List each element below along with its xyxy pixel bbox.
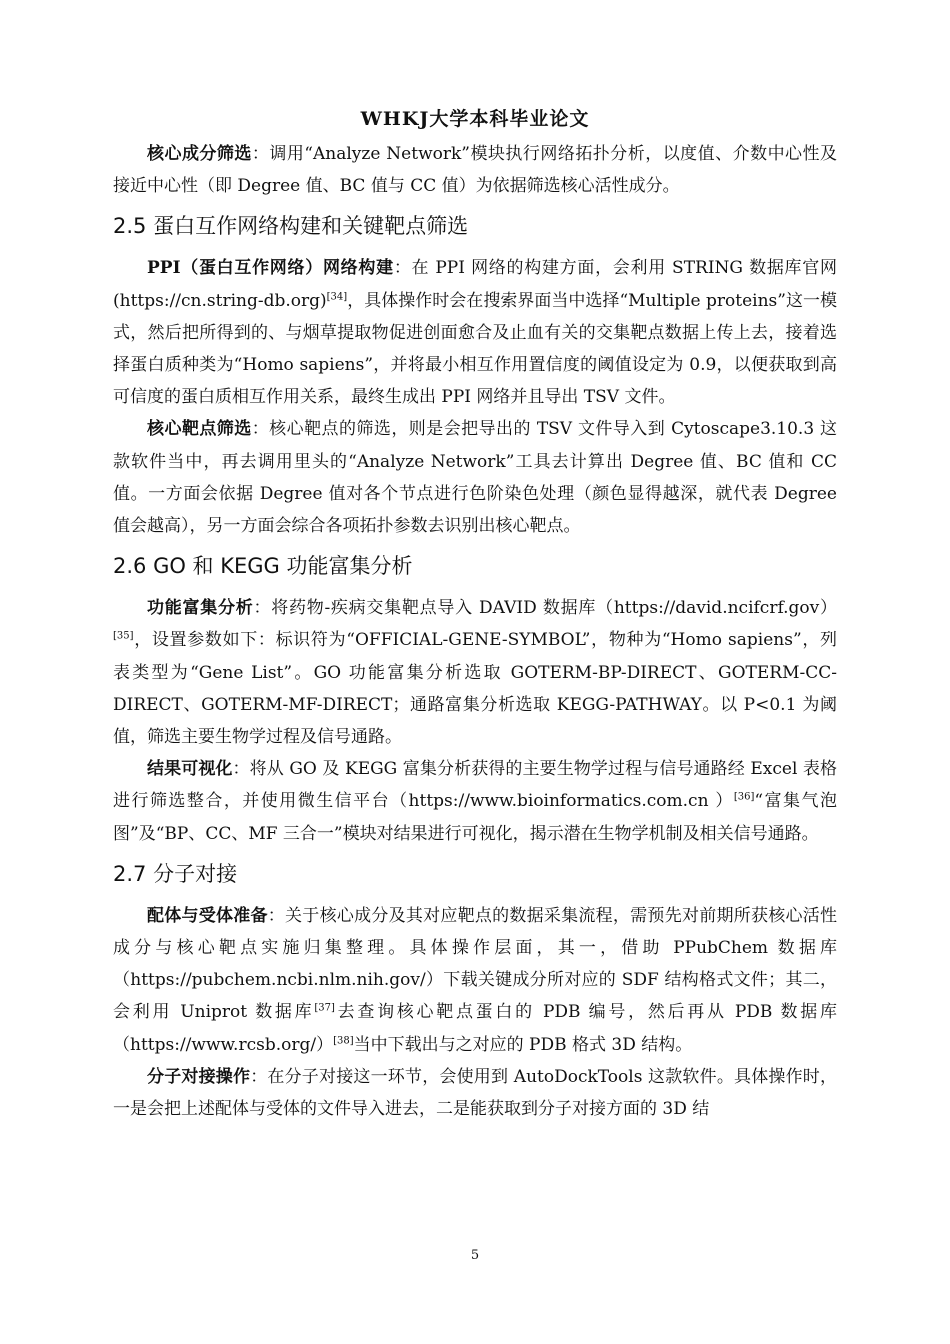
citation-ref: [34]	[326, 290, 348, 302]
paragraph-text: ：调用“Analyze Network”模块执行网络拓扑分析，以度值、介数中心性及接近中心性（即 Degree 值、BC 值与 CC 值）为依据筛选核心活性成分。	[113, 144, 838, 197]
body-content	[113, 138, 837, 1125]
citation-ref: [37]	[314, 1002, 335, 1014]
paragraph-lead-term: 分子对接操作	[147, 1066, 251, 1087]
section-heading: 2.6 GO 和 KEGG 功能富集分析	[113, 554, 413, 579]
paragraph-text: ：将从 GO 及 KEGG 富集分析获得的主要生物学过程与信号通路经 Excel 表格进行筛选整合，并使用微生信平台（https://www.bioinformatics.com.cn ）	[113, 759, 837, 812]
paragraph-text: 当中下载出与之对应的 PDB 格式 3D 结构。	[353, 1034, 693, 1055]
paragraph-text: ：关于核心成分及其对应靶点的数据采集流程，需预先对前期所获核心活性成分与核心靶点实施归集整理。具体操作层面，其一，借助 PPubChem 数据库（https://pubchem.ncbi.nlm.nih.gov/）下载关键成分所对应的 SDF 结构格式文件；其二，会利用 Uniprot 数据库	[113, 905, 838, 1023]
paragraph-text: ：将药物-疾病交集靶点导入 DAVID 数据库（https://david.ncifcrf.gov）	[253, 598, 837, 619]
paragraph-lead-term: 核心靶点筛选	[147, 419, 252, 440]
paragraph-text: ，具体操作时会在搜索界面当中选择“Multiple proteins”这一模式，然后把所得到的、与烟草提取物促进创面愈合及止血有关的交集靶点数据上传上去，接着选择蛋白质种类为“Homo sapiens”，并将最小相互作用置信度的阈值设定为 0.9，以便获取到高可信度的蛋白质相互作用关系，最终生成出 PPI 网络并且导出 TSV 文件。	[113, 290, 837, 408]
body-paragraph	[113, 1061, 837, 1125]
body-paragraph	[113, 138, 837, 202]
citation-ref: [36]	[733, 791, 755, 803]
paragraph-lead-term: 配体与受体准备	[147, 905, 268, 926]
body-paragraph	[113, 592, 837, 753]
section-heading: 2.5 蛋白互作网络构建和关键靶点筛选	[113, 214, 469, 239]
paragraph-text: ：核心靶点的筛选，则是会把导出的 TSV 文件导入到 Cytoscape3.10.3 这款软件当中，再去调用里头的“Analyze Network”工具去计算出 Degree 值、BC 值和 CC 值。一方面会依据 Degree 值对各个节点进行色阶染色处理（颜色显得越深，就代表 Degree 值会越高），另一方面会综合各项拓扑参数去识别出核心靶点。	[113, 419, 837, 537]
paragraph-text: “富集气泡图”及“BP、CC、MF 三合一”模块对结果进行可视化，揭示潜在生物学机制及相关信号通路。	[113, 791, 837, 844]
paragraph-lead-term: 功能富集分析	[147, 598, 254, 619]
body-paragraph	[113, 900, 837, 1061]
body-paragraph	[113, 753, 837, 850]
page-number: 5	[470, 1248, 480, 1263]
paragraph-text: 去查询核心靶点蛋白的 PDB 编号，然后再从 PDB 数据库（https://www.rcsb.org/）	[113, 1002, 837, 1055]
section-heading: 2.7 分子对接	[113, 861, 238, 886]
paragraph-text: ：在分子对接这一环节，会使用到 AutoDockTools 这款软件。具体操作时，一是会把上述配体与受体的文件导入进去，二是能获取到分子对接方面的 3D 结	[113, 1066, 838, 1120]
citation-ref: [35]	[113, 630, 134, 642]
paragraph-lead-term: PPI（蛋白互作网络）网络构建	[147, 258, 394, 279]
paragraph-text: ，设置参数如下：标识符为“OFFICIAL-GENE-SYMBOL”，物种为“Homo sapiens”，列表类型为“Gene List”。GO 功能富集分析选取 GOTERM-BP-DIRECT、GOTERM-CC-DIRECT、GOTERM-MF-DIRECT；通路富集分析选取 KEGG-PATHWAY。以 P<0.1 为阈值，筛选主要生物学过程及信号通路。	[113, 630, 837, 748]
paragraph-lead-term: 核心成分筛选	[147, 144, 252, 164]
body-paragraph	[113, 413, 837, 542]
citation-ref: [38]	[333, 1035, 354, 1047]
page-header: WHKJ大学本科毕业论文	[360, 108, 590, 130]
paragraph-text: ：在 PPI 网络的构建方面，会利用 STRING 数据库官网(https://cn.string-db.org)	[113, 258, 837, 311]
paragraph-lead-term: 结果可视化	[147, 759, 233, 780]
body-paragraph	[113, 252, 837, 413]
